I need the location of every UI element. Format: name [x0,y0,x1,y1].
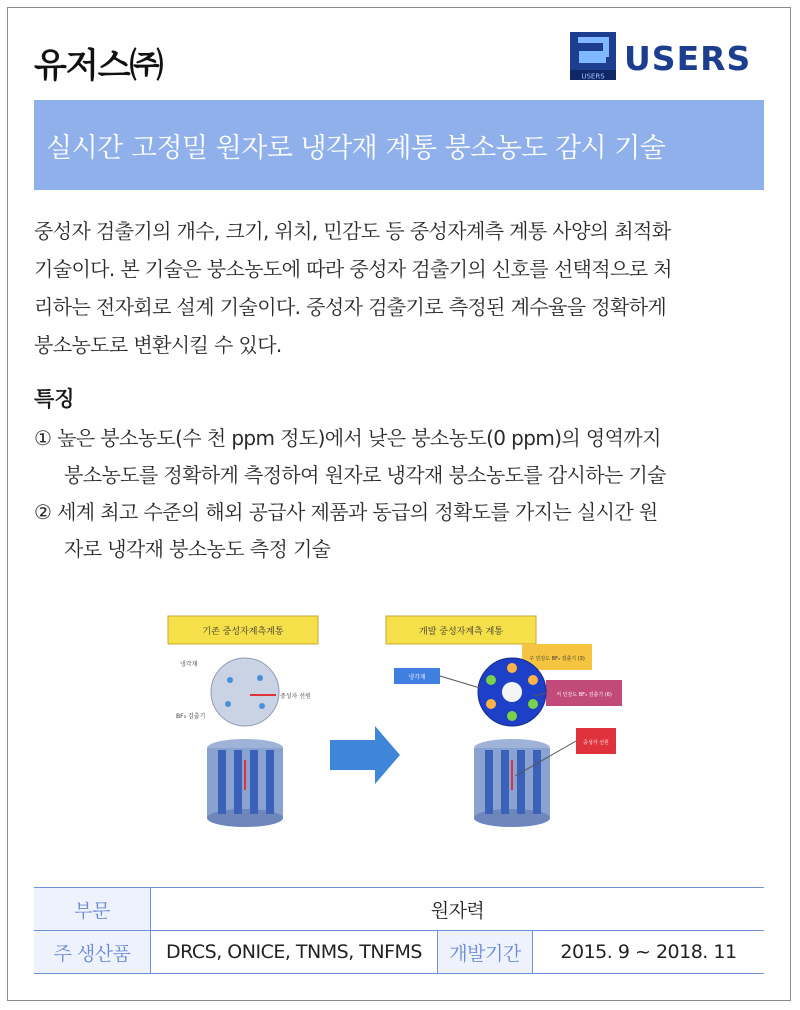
description-line: 붕소농도로 변환시킬 수 있다. [34,333,282,357]
right-high-label: 저 민감도 BF₃ 검출기 (6) [556,692,612,698]
features-heading: 특징 [34,387,75,411]
right-title: 개발 중성자계측 계통 [419,627,503,637]
transition-arrow [330,726,400,784]
left-coolant-label: 냉각재 [180,661,198,668]
division-value: 원자력 [151,888,765,931]
table-row [34,888,764,931]
left-source-label: 중성자 선원 [280,693,311,700]
left-core-circle [211,658,279,726]
features-list [34,420,774,568]
division-label: 부문 [34,888,151,931]
title-bar [34,100,764,190]
feature-item: ① 높은 붕소농도(수 천 ppm 정도)에서 낮은 붕소농도(0 ppm)의 영역까지 [34,426,661,450]
logo-subtext: USERS [581,72,605,81]
description-line: 리하는 전자회로 설계 기술이다. 중성자 검출기로 측정된 계수율을 정확하게 [34,295,667,319]
right-source-label: 중성자 선원 [583,740,609,746]
left-detector-label: BF₃ 검출기 [176,713,206,720]
feature-item-cont: 자로 냉각재 붕소농도 측정 기술 [64,537,331,561]
product-label: 주 생산품 [34,931,151,974]
feature-item-cont: 붕소농도를 정확하게 측정하여 원자로 냉각재 붕소농도를 감시하는 기술 [64,463,666,487]
description-line: 기술이다. 본 기술은 붕소농도에 따라 중성자 검출기의 신호를 선택적으로 처 [34,257,672,281]
users-logo [570,30,760,82]
description [34,212,766,364]
page-title: 실시간 고정밀 원자로 냉각재 계통 붕소농도 감시 기술 [46,133,666,164]
feature-item: ② 세계 최고 수준의 해외 공급사 제품과 동급의 정확도를 가지는 실시간 원 [34,500,658,524]
description-line: 중성자 검출기의 개수, 크기, 위치, 민감도 등 중성자계측 계통 사양의 최적화 [34,219,671,243]
logo-text: USERS [624,39,752,78]
right-low-label: 구 민감도 BF₃ 검출기 (3) [529,656,585,662]
product-value: DRCS, ONICE, TNMS, TNFMS [151,931,438,974]
left-title: 기존 중성자계측계통 [202,627,284,637]
table-row [34,931,764,974]
system-comparison-figure [150,600,650,860]
info-table [34,887,764,974]
right-coolant-label: 냉각재 [408,674,426,681]
company-name: 유저스㈜ [34,46,163,86]
period-value: 2015. 9 ~ 2018. 11 [533,931,765,974]
period-label: 개발기간 [438,931,533,974]
